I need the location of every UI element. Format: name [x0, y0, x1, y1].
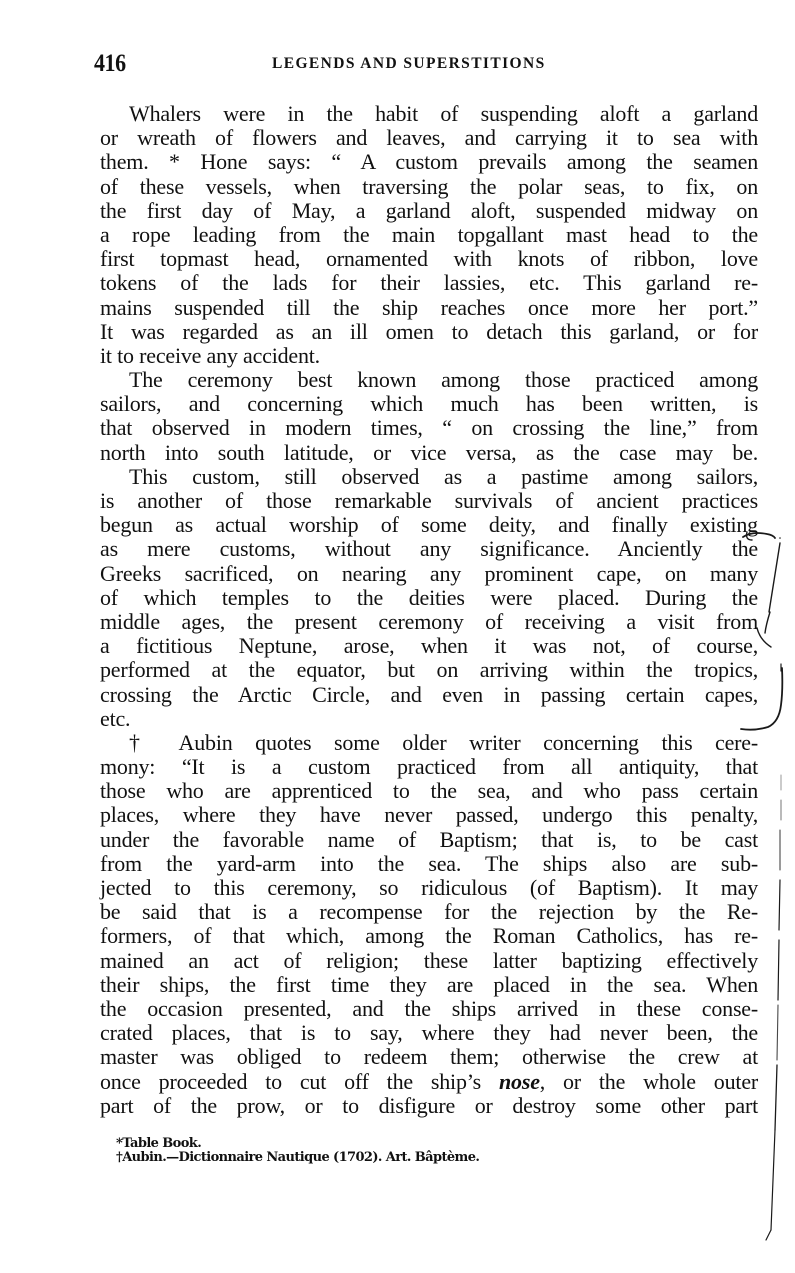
text-line: middle ages, the present ceremony of receiving a visit from: [100, 608, 758, 634]
text-line: jected to this ceremony, so ridiculous (of Baptism). It may: [100, 875, 758, 900]
text-line: master was obliged to redeem them; otherwise the crew at: [100, 1044, 758, 1070]
text-line: mains suspended till the ship reaches once more her port.”: [100, 294, 758, 320]
text-line: performed at the equator, but on arriving within the tropics,: [100, 657, 758, 683]
text-line: that observed in modern times, “ on crossing the line,” from: [100, 415, 758, 441]
text-line: formers, of that which, among the Roman Catholics, has re-: [100, 923, 758, 949]
text-line: begun as actual worship of some deity, and finally existing: [100, 512, 758, 538]
text-line: them. * Hone says: “ A custom prevails among the seamen: [100, 149, 758, 175]
body-text: [100, 102, 758, 1118]
text-line: north into south latitude, or vice versa, as the case may be.: [100, 439, 758, 465]
text-line: tokens of the lads for their lassies, etc. This garland re-: [100, 270, 758, 296]
text-line: of which temples to the deities were placed. During the: [100, 584, 758, 610]
text-line: as mere customs, without any significance. Anciently the: [100, 536, 758, 562]
italic-word: nose: [499, 1068, 540, 1094]
footnote-dagger: †Aubin.—Dictionnaire Nautique (1702). Art. Bâptème.: [116, 1150, 480, 1165]
text-line: is another of those remarkable survivals of ancient practices: [100, 488, 758, 513]
text-line: sailors, and concerning which much has been written, is: [100, 391, 758, 417]
text-line: crated places, that is to say, where they had never been, the: [100, 1020, 758, 1046]
bracket-slant-line-icon: [769, 543, 780, 612]
text-line: It was regarded as an ill omen to detach this garland, or for: [100, 318, 758, 344]
footnote-asterisk: *Table Book.: [116, 1136, 202, 1151]
text-line: part of the prow, or to disfigure or destroy some other part: [100, 1092, 758, 1118]
text-line: mony: “It is a custom practiced from all antiquity, that: [100, 754, 758, 780]
text-line: their ships, the first time they are placed in the sea. When: [100, 971, 758, 997]
page-number: 416: [94, 50, 126, 77]
text-line: crossing the Arctic Circle, and even in passing certain capes,: [100, 681, 758, 707]
running-head: [94, 50, 759, 80]
text-line: Greeks sacrificed, on nearing any prominent cape, on many: [100, 560, 758, 586]
text-line: the first day of May, a garland aloft, suspended midway on: [100, 197, 758, 223]
text-line: The ceremony best known among those practiced among: [129, 367, 758, 393]
text-line: under the favorable name of Baptism; that is, to be cast: [100, 826, 758, 852]
text-line: a rope leading from the main topgallant mast head to the: [100, 221, 758, 247]
text-line: places, where they have never passed, undergo this penalty,: [100, 802, 758, 828]
running-title: LEGENDS AND SUPERSTITIONS: [272, 55, 546, 72]
text-line: those who are apprenticed to the sea, and who pass certain: [100, 778, 758, 804]
text-fragment: , or the whole outer: [539, 1068, 759, 1094]
text-line: the occasion presented, and the ships arrived in these conse-: [100, 995, 758, 1021]
text-line: be said that is a recompense for the rejection by the Re-: [100, 899, 758, 925]
text-line: it to receive any accident.: [100, 342, 320, 368]
text-line: from the yard-arm into the sea. The ships also are sub-: [100, 850, 758, 876]
text-line: a fictitious Neptune, arose, when it was not, of course,: [100, 633, 758, 659]
text-line: This custom, still observed as a pastime among sailors,: [129, 463, 758, 489]
text-line: or wreath of flowers and leaves, and carrying it to sea with: [100, 125, 758, 151]
footnotes: [116, 1137, 636, 1165]
text-line: mained an act of religion; these latter baptizing effectively: [100, 947, 758, 973]
text-line: Whalers were in the habit of suspending aloft a garland: [129, 101, 758, 126]
text-line: first topmast head, ornamented with knots of ribbon, love: [100, 246, 758, 272]
text-fragment: once proceeded to cut off the ship’s: [100, 1068, 499, 1094]
text-line: etc.: [100, 705, 131, 731]
text-line: of these vessels, when traversing the polar seas, to fix, on: [100, 173, 758, 199]
text-line: † Aubin quotes some older writer concerning this cere-: [129, 729, 758, 755]
text-line: [100, 1070, 758, 1094]
